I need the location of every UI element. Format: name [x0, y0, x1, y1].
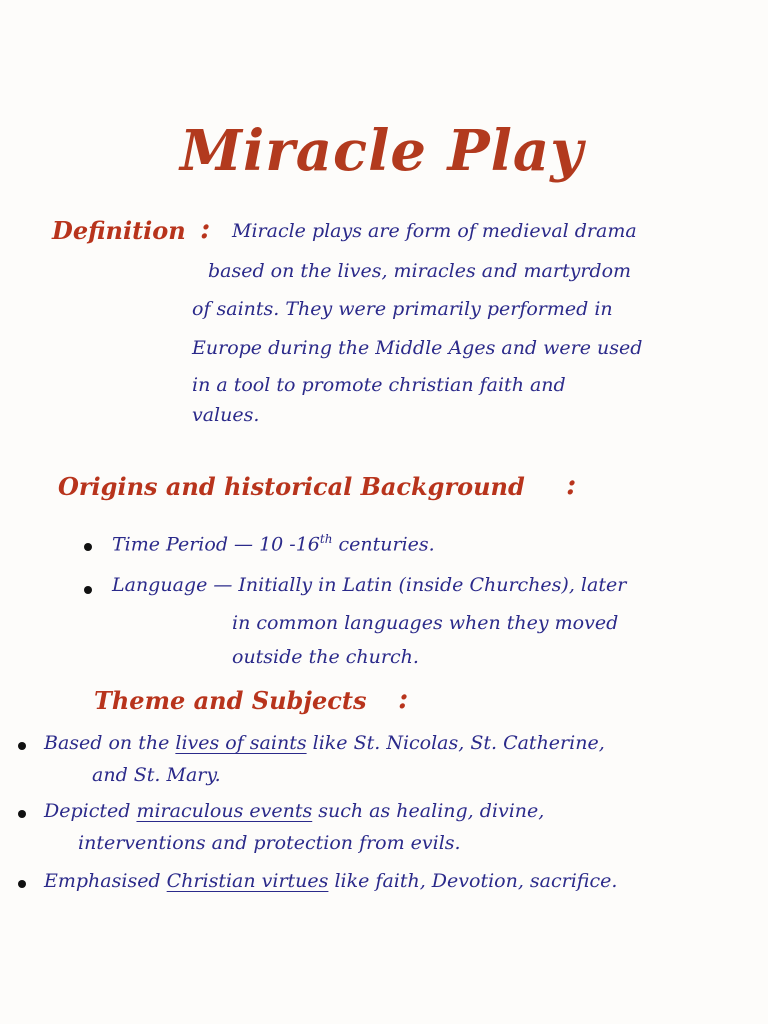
language-line-3: outside the church.: [232, 646, 419, 668]
origins-colon: :: [566, 468, 577, 501]
bullet: [18, 742, 26, 750]
theme-3-post: like faith, Devotion, sacrifice.: [334, 870, 618, 892]
theme-1-underlined: lives of saints: [175, 732, 307, 754]
theme-bullet-3: [44, 870, 617, 892]
definition-line-3: of saints. They were primarily performed in: [192, 298, 613, 320]
time-period-line: [112, 532, 435, 555]
definition-line-6: values.: [192, 404, 260, 426]
theme-bullet-2: [44, 800, 544, 822]
theme-1-pre: Based on the: [44, 732, 170, 754]
theme-bullet-1: [44, 732, 605, 754]
definition-line-5: in a tool to promote christian faith and: [192, 374, 566, 396]
themes-colon: :: [398, 682, 409, 715]
time-period-value: — 10 -16: [234, 533, 320, 556]
time-period-tail: centuries.: [338, 533, 435, 556]
theme-3-underlined: Christian virtues: [166, 870, 329, 892]
definition-heading: Definition: [52, 216, 186, 245]
theme-2-post: such as healing, divine,: [318, 800, 545, 822]
page-title: Miracle Play: [180, 118, 584, 184]
definition-line-4: Europe during the Middle Ages and were used: [192, 337, 643, 359]
theme-1-post: like St. Nicolas, St. Catherine,: [312, 732, 605, 754]
definition-line-2: based on the lives, miracles and martyrdom: [208, 260, 632, 282]
bullet: [18, 880, 26, 888]
theme-2-line-2: interventions and protection from evils.: [78, 832, 461, 854]
origins-heading: Origins and historical Background: [58, 472, 525, 501]
theme-2-underlined: miraculous events: [136, 800, 313, 822]
definition-colon: :: [200, 212, 211, 245]
language-line-1: Language — Initially in Latin (inside Churches), later: [112, 574, 627, 596]
theme-2-pre: Depicted: [44, 800, 131, 822]
bullet: [84, 586, 92, 594]
bullet: [84, 543, 92, 551]
language-line-2: in common languages when they moved: [232, 612, 619, 634]
definition-line-1: Miracle plays are form of medieval drama: [232, 220, 637, 242]
time-period-sup: th: [319, 532, 333, 546]
bullet: [18, 810, 26, 818]
time-period-label: Time Period: [112, 533, 228, 556]
theme-3-pre: Emphasised: [44, 870, 161, 892]
themes-heading: Theme and Subjects: [94, 686, 367, 715]
theme-1-line-2: and St. Mary.: [92, 764, 221, 786]
